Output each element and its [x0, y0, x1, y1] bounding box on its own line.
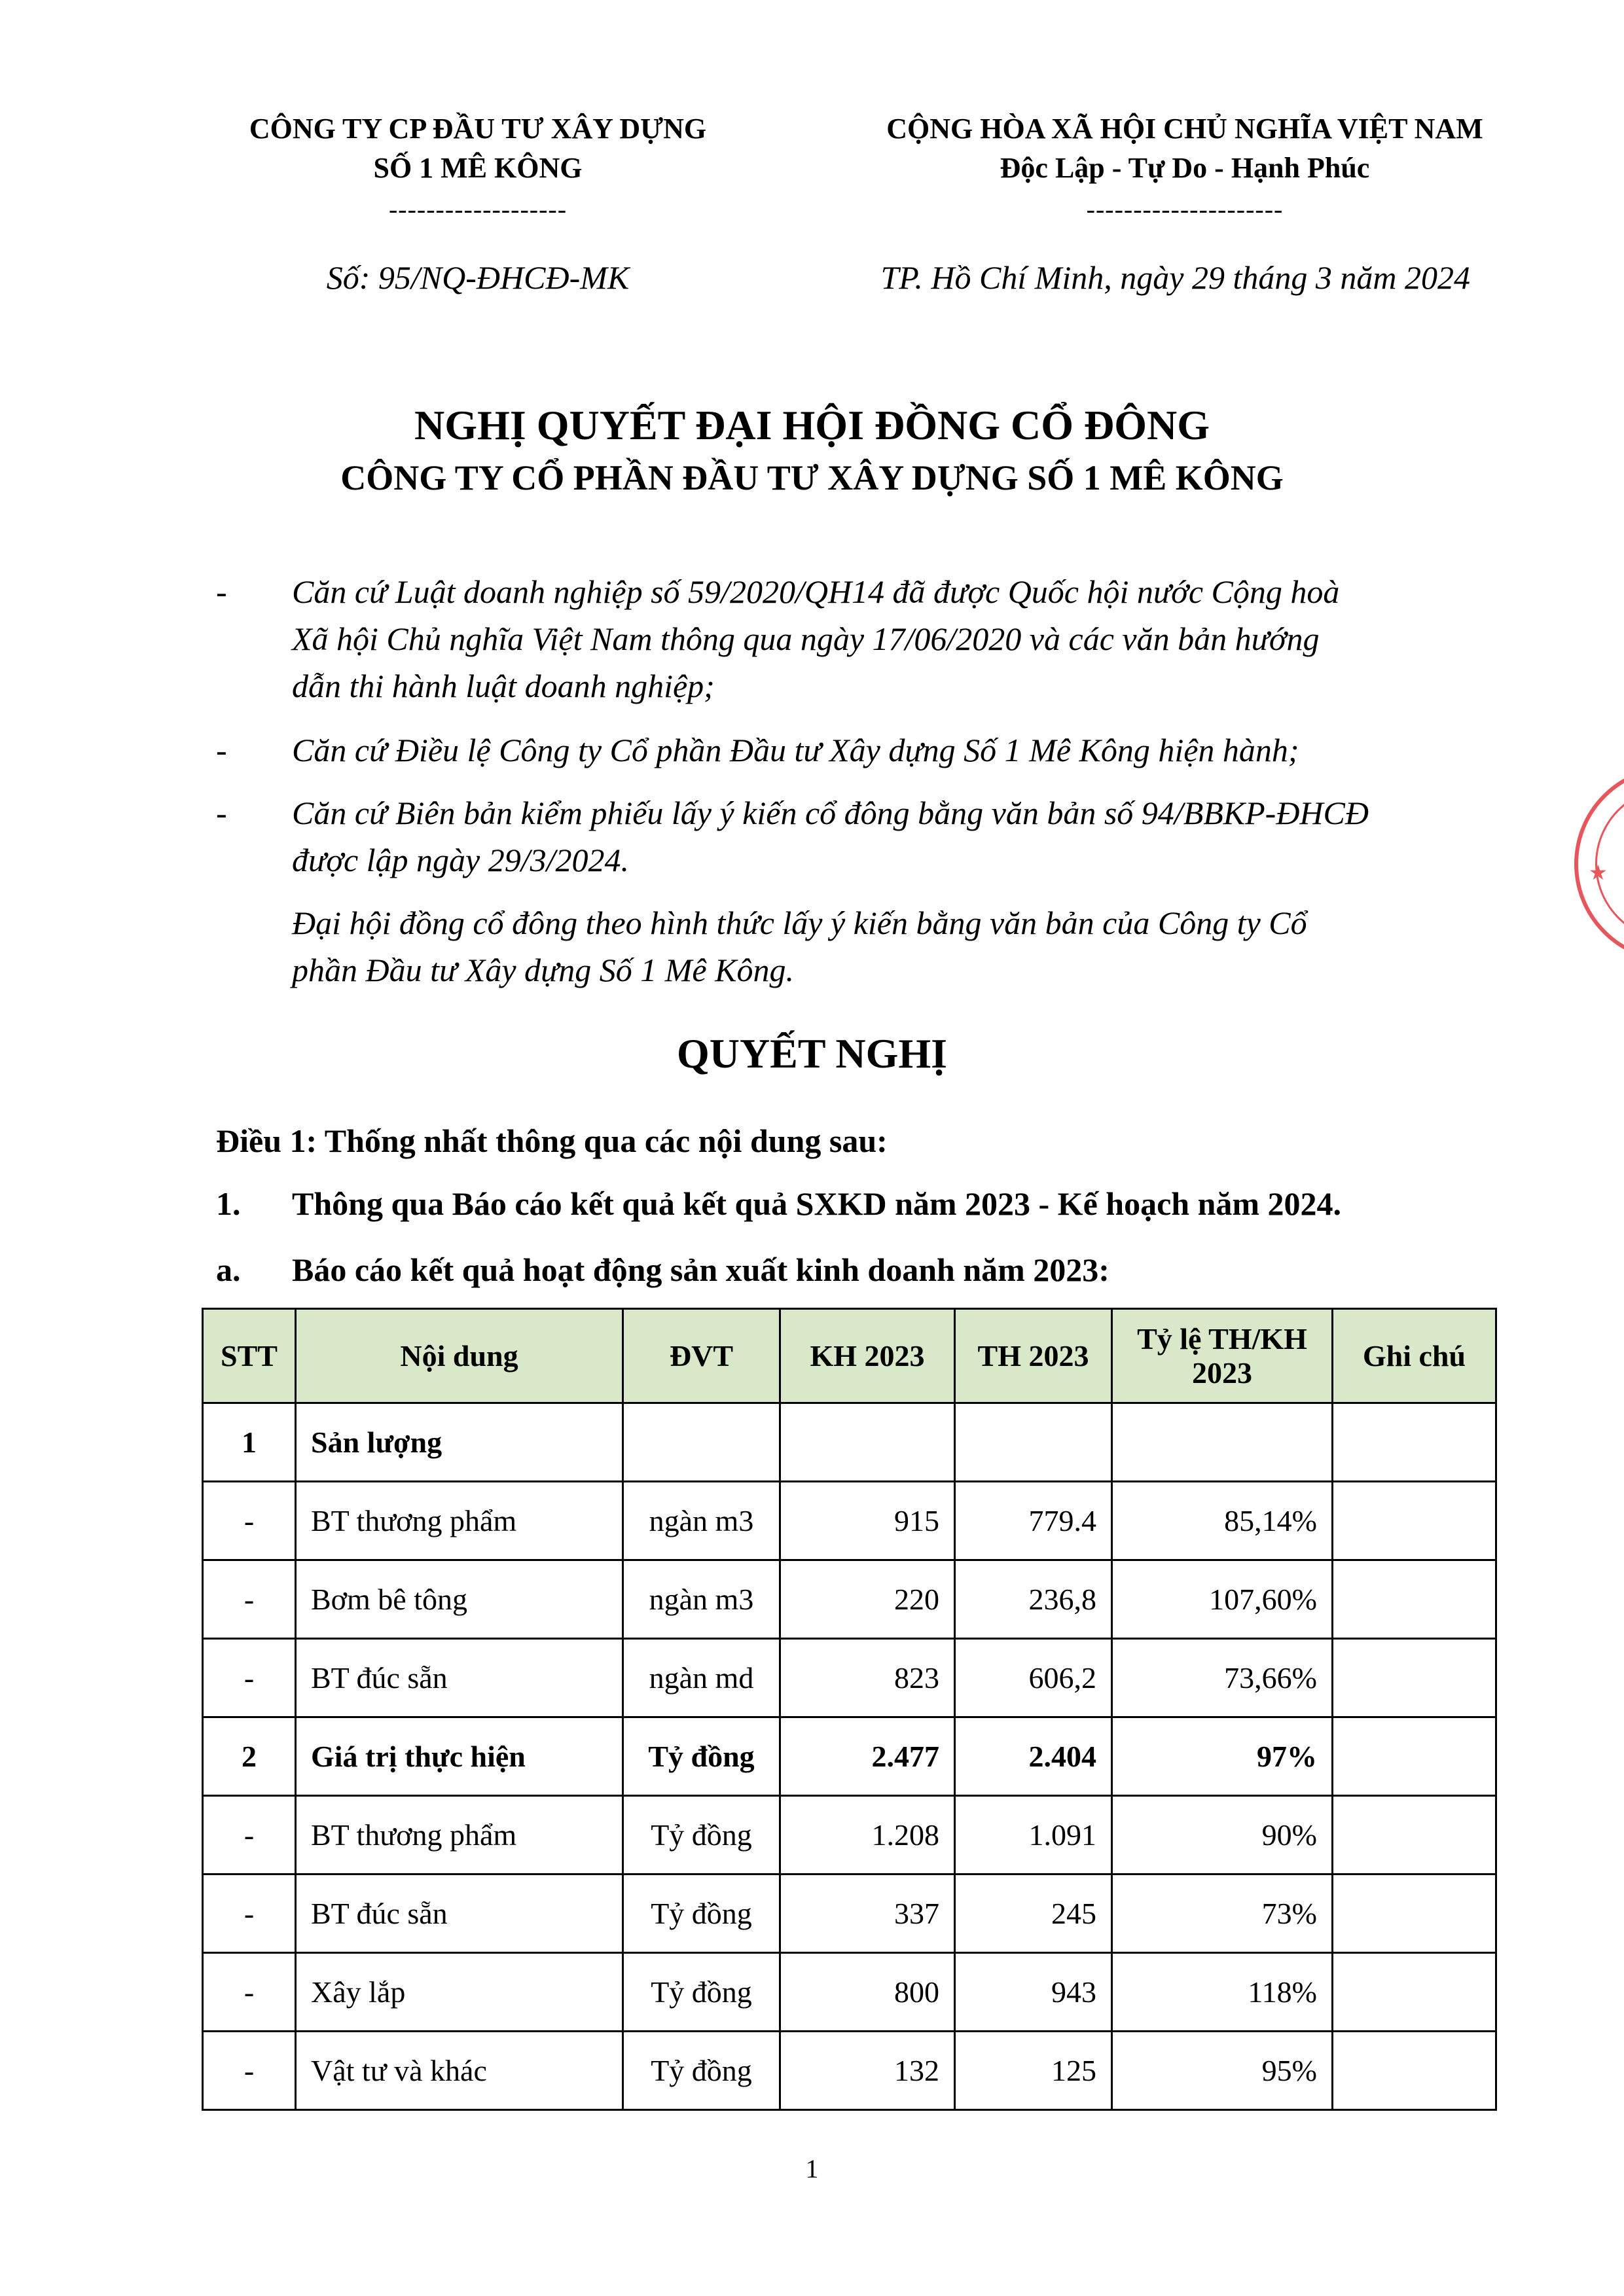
place-date: TP. Hồ Chí Minh, ngày 29 tháng 3 năm 2024	[880, 259, 1470, 296]
header-stt: STT	[203, 1309, 296, 1403]
cell-note	[1333, 1953, 1496, 2032]
cell-actual: 245	[955, 1874, 1112, 1953]
document-subtitle: CÔNG TY CỔ PHẦN ĐẦU TƯ XÂY DỰNG SỐ 1 MÊ KÔNG	[340, 458, 1284, 497]
cell-stt: 1	[203, 1403, 296, 1482]
cell-plan: 220	[780, 1560, 955, 1639]
cell-ratio: 73,66%	[1112, 1639, 1333, 1717]
table-row	[203, 1717, 1496, 1796]
cell-stt: -	[203, 1560, 296, 1639]
section-a-text: Báo cáo kết quả hoạt động sản xuất kinh doanh năm 2023:	[292, 1251, 1110, 1288]
cell-note	[1333, 1403, 1496, 1482]
section-1-text: Thông qua Báo cáo kết quả kết quả SXKD năm 2023 - Kế hoạch năm 2024.	[292, 1185, 1342, 1222]
cell-ratio: 90%	[1112, 1796, 1333, 1874]
section-1-number: 1.	[216, 1185, 241, 1222]
cell-content: Vật tư và khác	[296, 2032, 623, 2110]
cell-unit: ngàn m3	[623, 1482, 780, 1560]
cell-plan: 2.477	[780, 1717, 955, 1796]
cell-actual: 125	[955, 2032, 1112, 2110]
preamble-item-1-line1: Căn cứ Luật doanh nghiệp số 59/2020/QH14 đã được Quốc hội nước Cộng hoà	[292, 573, 1340, 610]
table-row	[203, 2032, 1496, 2110]
cell-note	[1333, 1482, 1496, 1560]
table-row	[203, 1403, 1496, 1482]
table-row	[203, 1482, 1496, 1560]
cell-unit: Tỷ đồng	[623, 1796, 780, 1874]
preamble-item-3-line2: được lập ngày 29/3/2024.	[292, 842, 630, 878]
table-row	[203, 1796, 1496, 1874]
document-number: Số: 95/NQ-ĐHCĐ-MK	[326, 259, 630, 296]
preamble-item-3-line1: Căn cứ Biên bản kiểm phiếu lấy ý kiến cổ đông bằng văn bản số 94/BBKP-ĐHCĐ	[292, 795, 1369, 831]
cell-unit: Tỷ đồng	[623, 2032, 780, 2110]
cell-stt: -	[203, 1796, 296, 1874]
left-separator: -------------------	[388, 194, 568, 224]
document-title: NGHỊ QUYẾT ĐẠI HỘI ĐỒNG CỔ ĐÔNG	[414, 402, 1210, 448]
cell-content: BT thương phẩm	[296, 1482, 623, 1560]
cell-stt: -	[203, 1639, 296, 1717]
header-ratio-line1: Tỷ lệ TH/KH	[1137, 1321, 1307, 1355]
header-ratio-line2: 2023	[1192, 1355, 1252, 1390]
cell-ratio	[1112, 1403, 1333, 1482]
table-header-row	[203, 1309, 1496, 1403]
cell-content: Giá trị thực hiện	[296, 1717, 623, 1796]
cell-ratio: 85,14%	[1112, 1482, 1333, 1560]
cell-unit: ngàn md	[623, 1639, 780, 1717]
cell-note	[1333, 1874, 1496, 1953]
cell-ratio: 95%	[1112, 2032, 1333, 2110]
results-table	[202, 1308, 1497, 2111]
cell-unit	[623, 1403, 780, 1482]
bullet: -	[216, 732, 227, 768]
cell-plan: 823	[780, 1639, 955, 1717]
table-row	[203, 1953, 1496, 2032]
cell-stt: -	[203, 1482, 296, 1560]
cell-note	[1333, 1639, 1496, 1717]
header-content: Nội dung	[296, 1309, 623, 1403]
cell-stt: -	[203, 1953, 296, 2032]
cell-ratio: 73%	[1112, 1874, 1333, 1953]
header-ratio	[1112, 1309, 1333, 1403]
cell-note	[1333, 1796, 1496, 1874]
cell-plan: 1.208	[780, 1796, 955, 1874]
cell-actual: 779.4	[955, 1482, 1112, 1560]
cell-note	[1333, 2032, 1496, 2110]
national-motto: Độc Lập - Tự Do - Hạnh Phúc	[1000, 152, 1370, 184]
preamble-closing-line1: Đại hội đồng cổ đông theo hình thức lấy ý kiến bằng văn bản của Công ty Cổ	[292, 905, 1307, 941]
cell-actual	[955, 1403, 1112, 1482]
preamble-item-1-line3: dẫn thi hành luật doanh nghiệp;	[292, 668, 715, 704]
cell-content: Bơm bê tông	[296, 1560, 623, 1639]
preamble-item-1-line2: Xã hội Chủ nghĩa Việt Nam thông qua ngày 17/06/2020 và các văn bản hướng	[292, 620, 1320, 657]
cell-actual: 2.404	[955, 1717, 1112, 1796]
cell-ratio: 97%	[1112, 1717, 1333, 1796]
page-number: 1	[805, 2154, 819, 2183]
cell-ratio: 107,60%	[1112, 1560, 1333, 1639]
table-row	[203, 1639, 1496, 1717]
cell-plan	[780, 1403, 955, 1482]
seal-star-icon: ★	[1589, 860, 1608, 885]
cell-actual: 943	[955, 1953, 1112, 2032]
cell-note	[1333, 1560, 1496, 1639]
cell-actual: 606,2	[955, 1639, 1112, 1717]
company-seal	[1574, 766, 1624, 962]
cell-stt: -	[203, 2032, 296, 2110]
section-a-number: a.	[216, 1251, 241, 1288]
cell-plan: 337	[780, 1874, 955, 1953]
header-unit: ĐVT	[623, 1309, 780, 1403]
right-separator: ---------------------	[1086, 194, 1284, 224]
cell-plan: 132	[780, 2032, 955, 2110]
header-plan-2023: KH 2023	[780, 1309, 955, 1403]
cell-stt: -	[203, 1874, 296, 1953]
cell-unit: ngàn m3	[623, 1560, 780, 1639]
cell-unit: Tỷ đồng	[623, 1717, 780, 1796]
company-name-line1: CÔNG TY CP ĐẦU TƯ XÂY DỰNG	[249, 113, 707, 145]
cell-plan: 915	[780, 1482, 955, 1560]
cell-content: Sản lượng	[296, 1403, 623, 1482]
bullet: -	[216, 795, 227, 831]
table-row	[203, 1560, 1496, 1639]
resolution-heading: QUYẾT NGHỊ	[676, 1030, 948, 1077]
cell-actual: 236,8	[955, 1560, 1112, 1639]
cell-unit: Tỷ đồng	[623, 1874, 780, 1953]
header-actual-2023: TH 2023	[955, 1309, 1112, 1403]
article-1-heading: Điều 1: Thống nhất thông qua các nội dung sau:	[216, 1122, 888, 1159]
cell-unit: Tỷ đồng	[623, 1953, 780, 2032]
cell-note	[1333, 1717, 1496, 1796]
cell-content: BT đúc sẵn	[296, 1874, 623, 1953]
cell-content: Xây lắp	[296, 1953, 623, 2032]
cell-plan: 800	[780, 1953, 955, 2032]
cell-stt: 2	[203, 1717, 296, 1796]
cell-content: BT thương phẩm	[296, 1796, 623, 1874]
bullet: -	[216, 573, 227, 610]
nation-title: CỘNG HÒA XÃ HỘI CHỦ NGHĨA VIỆT NAM	[886, 113, 1483, 145]
cell-ratio: 118%	[1112, 1953, 1333, 2032]
preamble-closing-line2: phần Đầu tư Xây dựng Số 1 Mê Kông.	[292, 952, 794, 988]
cell-actual: 1.091	[955, 1796, 1112, 1874]
table-row	[203, 1874, 1496, 1953]
preamble-item-2: Căn cứ Điều lệ Công ty Cổ phần Đầu tư Xây dựng Số 1 Mê Kông hiện hành;	[292, 732, 1299, 768]
cell-content: BT đúc sẵn	[296, 1639, 623, 1717]
company-name-line2: SỐ 1 MÊ KÔNG	[373, 152, 583, 184]
header-note: Ghi chú	[1333, 1309, 1496, 1403]
